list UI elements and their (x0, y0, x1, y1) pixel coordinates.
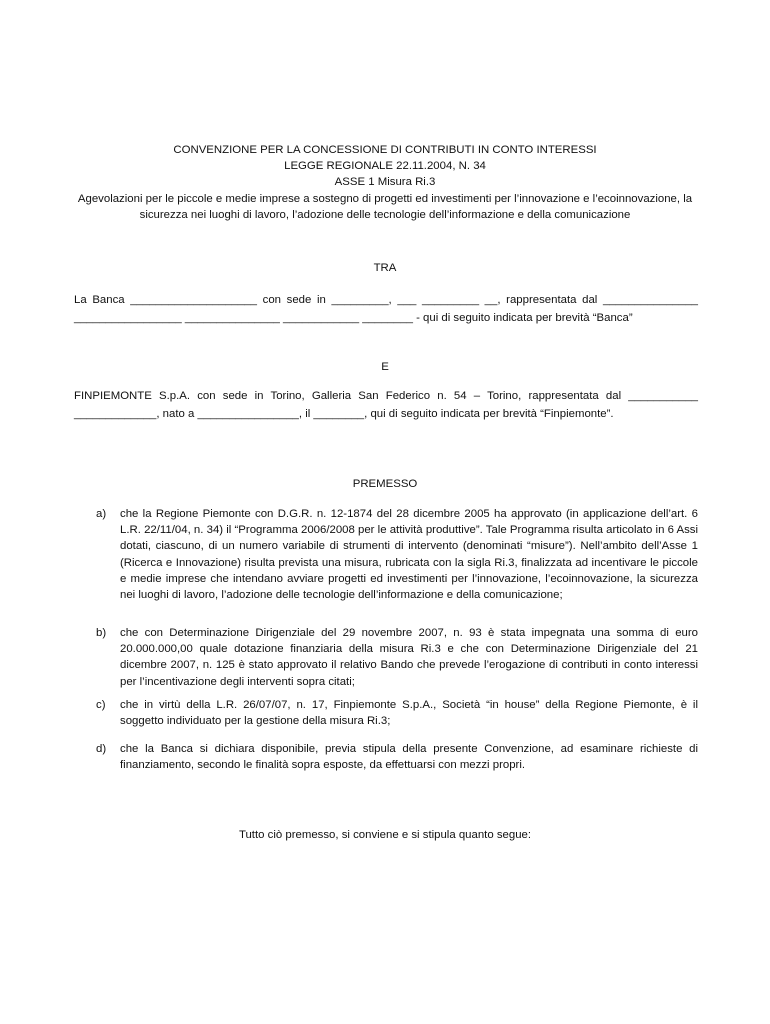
list-item-text: che in virtù della L.R. 26/07/07, n. 17, Finpiemonte S.p.A., Società “in house” della Regione Piemonte, è il soggetto individuato per la gestione della misura Ri.3; (120, 699, 698, 728)
list-item (96, 625, 698, 690)
tra-heading: TRA (373, 262, 397, 274)
list-item-text: che con Determinazione Dirigenziale del 29 novembre 2007, n. 93 è stata impegnata una somma di euro 20.000.000,00 quale dotazione finanziaria della misura Ri.3 e che con Determinazione Dirigenziale del 21 dicembre 2007, n. 125 è stato approvato il relativo Bando che prevede l’erogazione di contributi in conto interessi per l’incentivazione degli interventi sopra citati; (120, 627, 698, 688)
list-item (96, 741, 698, 773)
list-item (96, 506, 698, 603)
measure-reference: ASSE 1 Misura Ri.3 (334, 176, 436, 189)
list-item (96, 697, 698, 729)
law-reference: LEGGE REGIONALE 22.11.2004, N. 34 (284, 160, 486, 173)
list-item-letter: c) (96, 699, 106, 711)
subtitle: Agevolazioni per le piccole e medie imprese a sostegno di progetti ed investimenti per l’innovazione e l’ecoinnovazione, la sicurezza nei luoghi di lavoro, l’adozione delle tecnologie dell’informazione e della comunicazione (77, 192, 693, 221)
premesso-heading: PREMESSO (352, 478, 418, 490)
document-header (70, 142, 700, 223)
list-item-letter: a) (96, 508, 107, 520)
title-line: CONVENZIONE PER LA CONCESSIONE DI CONTRIBUTI IN CONTO INTERESSI (173, 144, 597, 156)
e-heading: E (381, 361, 389, 373)
list-item-letter: d) (96, 743, 107, 755)
list-item-text: che la Banca si dichiara disponibile, previa stipula della presente Convenzione, ad esaminare richieste di finanziamento, secondo le finalità sopra esposte, da effettuarsi con mezzi propri. (120, 743, 698, 772)
list-item-text: che la Regione Piemonte con D.G.R. n. 12-1874 del 28 dicembre 2005 ha approvato (in applicazione dell’art. 6 L.R. 22/11/04, n. 34) il “Programma 2006/2008 per le attività produttive”. Tale Programma risulta articolato in 6 Assi dotati, ciascuno, di un numero variabile di strumenti di intervento (denominati “misure”). Nell’ambito dell’Asse 1 (Ricerca e Innovazione) risulta prevista una misura, rubricata con la sigla Ri.3, finalizzata ad incentivare le piccole e medie imprese che intendano avviare progetti ed investimenti per l’innovazione, l’ecoinnovazione, la sicurezza nei luoghi di lavoro, l’adozione delle tecnologie dell’informazione e della comunicazione; (120, 508, 698, 602)
list-item-letter: b) (96, 627, 107, 639)
closing-statement: Tutto ciò premesso, si conviene e si stipula quanto segue: (238, 829, 532, 841)
banca-paragraph: La Banca ____________________ con sede in _________, ___ _________ __, rappresentata dal _______________ _________________ _______________ ____________ ________ - qui di seguito indicata per brevità “Banca” (74, 294, 698, 324)
finpiemonte-paragraph: FINPIEMONTE S.p.A. con sede in Torino, Galleria San Federico n. 54 – Torino, rappresentata dal ___________ _____________, nato a ________________, il ________, qui di seguito indicata per brevità “Finpiemonte”. (74, 390, 698, 420)
